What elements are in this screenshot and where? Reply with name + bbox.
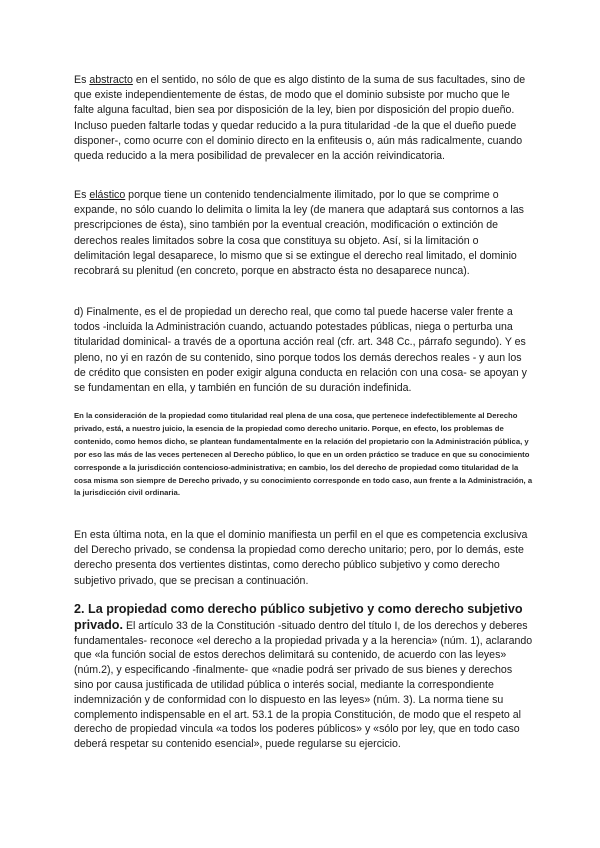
paragraph-elastico bbox=[74, 188, 532, 279]
section-text: El artículo 33 de la Constitución -situado dentro del título I, de los derechos y deberes fundamentales- reconoce «el derecho a la propiedad privada y a la herencia» (núm. 1), aclarando que «la función social de estos derechos delimitará su contenido, de acuerdo con las leyes» (núm.2), y especificando -finalmente- que «nadie podrá ser privado de sus bienes y derechos sino por causa justificada de utilidad pública o interés social, mediante la correspondiente indemnización y de conformidad con lo dispuesto en las leyes» (núm. 3). La norma tiene su complemento indispensable en el art. 53.1 de la propia Constitución, de modo que el respeto al derecho de propiedad vincula «a todos los poderes públicos» y «sólo por ley, que en todo caso deberá respetar su contenido esencial», puede regularse su ejercicio. bbox=[74, 619, 533, 751]
paragraph-abstracto bbox=[74, 73, 532, 164]
paragraph-text: en el sentido, no sólo de que es algo distinto de la suma de sus facultades, sino de que existe independientemente de éstas, de modo que el dominio subsiste por mucho que le falte alguna facultad, bien sea por disposición de la ley, bien por disposición del propio dueño. Incluso pueden faltarle todas y quedar reducido a la pura titularidad -de la que el dueño puede disponer-, como ocurre con el dominio directo en la enfiteusis o, aún más radicalmente, cuando queda reducido a la mera posibilidad de prevalecer en la acción reivindicatoria. bbox=[74, 74, 526, 163]
section-2 bbox=[74, 602, 534, 752]
paragraph-lead: Es bbox=[74, 189, 90, 201]
term-elastico: elástico bbox=[89, 189, 126, 201]
section-heading: 2. La propiedad como derecho público subjetivo y como derecho subjetivo privado. bbox=[74, 602, 523, 632]
paragraph-derecho-real: d) Finalmente, es el de propiedad un derecho real, que como tal puede hacerse valer frente a todos -incluida la Administración cuando, actuando potestades públicas, niega o perturba una titularidad dominical- a través de a oportuna acción real (cfr. art. 348 Cc., párrafo segundo). Y es pleno, no yi en razón de su contenido, sino porque todos los demás derechos reales - y aun los de crédito que consisten en poder exigir alguna conducta en relación con una cosa- se apoyan y se fundamentan en ella, y también en función de su duración indefinida. bbox=[74, 306, 527, 395]
paragraph-text: porque tiene un contenido tendencialmente ilimitado, por lo que se comprime o expande, no sólo cuando lo delimita o limita la ley (de manera que adaptará sus contornos a las prescripciones de ésta), sino también por la eventual creación, modificación o extinción de derechos reales limitados sobre la cosa que constituya su objeto. Así, si la limitación o delimitación legal desaparece, lo mismo que si se extingue el derecho real limitado, el dominio recobrará su plenitud (en concreto, porque en abstracto ésta no desaparece nunca). bbox=[74, 189, 524, 278]
block-quote: En la consideración de la propiedad como titularidad real plena de una cosa, que pertenece indefectiblemente al Derecho privado, está, a nuestro juicio, la esencia de la propiedad como derecho unitario. Porque, en efecto, los problemas de contenido, como hemos dicho, se plantean fundamentalmente en la relación del propietario con la Administración pública, y por eso las más de las veces pertenecen al Derecho público, lo que en un orden práctico se traduce en que su conocimiento corresponde a la jurisdicción contencioso-administrativa; en cambio, los del derecho de propiedad como titularidad de la cosa misma son siempre de Derecho privado, y su conocimiento corresponde en todo caso, aun frente a la Administración, a la jurisdicción civil ordinaria. bbox=[74, 411, 533, 498]
term-abstracto: abstracto bbox=[89, 74, 133, 86]
paragraph-ultima-nota: En esta última nota, en la que el dominio manifiesta un perfil en el que es competencia exclusiva del Derecho privado, se condensa la propiedad como derecho unitario; pero, por lo demás, este derecho presenta dos vertientes distintas, como derecho público subjetivo y como derecho subjetivo privado, que se precisan a continuación. bbox=[74, 529, 528, 587]
paragraph-lead: Es bbox=[74, 74, 90, 86]
